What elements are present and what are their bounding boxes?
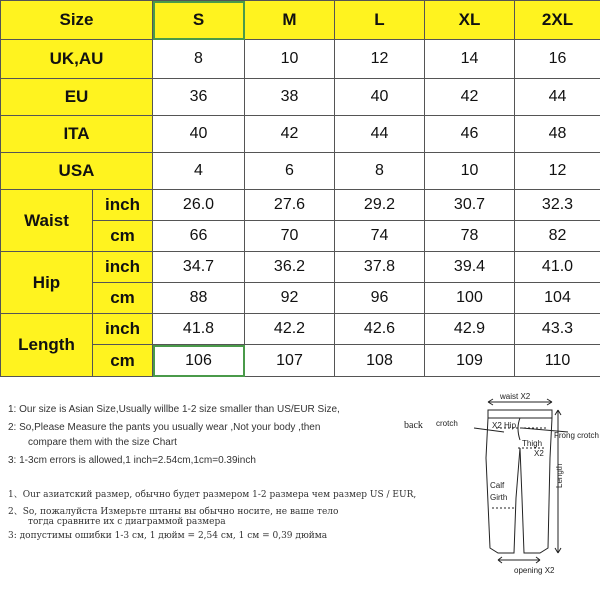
hip-label: X2 Hip [492, 421, 517, 430]
uk-au-row [1, 40, 600, 79]
row-label: EU [1, 79, 153, 116]
length-inch-row [1, 314, 600, 345]
table-cell[interactable]: 78 [425, 221, 515, 252]
table-cell[interactable]: 88 [153, 283, 245, 314]
row-label: UK,AU [1, 40, 153, 79]
hip-label: Hip [1, 252, 93, 314]
unit-cm-label: cm [93, 221, 153, 252]
girth-label: Girth [490, 493, 508, 502]
length-label: Length [555, 463, 564, 488]
table-cell[interactable]: 42 [245, 116, 335, 153]
table-cell[interactable]: 10 [425, 153, 515, 190]
crotch-label: crotch [436, 419, 458, 428]
table-cell[interactable]: 42.2 [245, 314, 335, 345]
unit-cm-label: cm [93, 345, 153, 377]
table-cell[interactable]: 110 [515, 345, 600, 377]
pants-measurement-diagram [400, 388, 600, 598]
unit-inch-label: inch [93, 190, 153, 221]
note-ru-1: 1、Our азиатский размер, обычно будет размером 1-2 размера чем размер US / EUR, [8, 490, 417, 500]
row-label: ITA [1, 116, 153, 153]
table-cell[interactable]: 36 [153, 79, 245, 116]
table-cell[interactable]: 40 [335, 79, 425, 116]
note-ru-2: 2、So, пожалуйста Измерьте штаны вы обычно носите, не ваше тело [8, 507, 339, 517]
note-en-3: 3: 1-3cm errors is allowed,1 inch=2.54cm,1cm=0.39inch [8, 455, 256, 466]
pants-waistband-shape [488, 410, 552, 418]
table-cell[interactable]: 16 [515, 40, 600, 79]
table-cell[interactable]: 37.8 [335, 252, 425, 283]
table-cell[interactable]: 41.0 [515, 252, 600, 283]
table-cell[interactable]: 12 [515, 153, 600, 190]
table-cell[interactable]: 74 [335, 221, 425, 252]
crotch-curve [518, 418, 520, 440]
note-ru-3: 3: допустимы ошибки 1-3 см, 1 дюйм = 2,54 см, 1 см = 0,39 дюйма [8, 531, 328, 541]
table-cell[interactable]: 96 [335, 283, 425, 314]
waist-label: waist X2 [500, 392, 531, 401]
table-cell[interactable]: 42.6 [335, 314, 425, 345]
note-ru-2b: тогда сравните их с диаграммой размера [28, 517, 226, 527]
table-cell[interactable]: 104 [515, 283, 600, 314]
table-cell[interactable]: 40 [153, 116, 245, 153]
table-cell[interactable]: 44 [335, 116, 425, 153]
table-cell[interactable]: 4 [153, 153, 245, 190]
table-cell[interactable]: 41.8 [153, 314, 245, 345]
table-cell[interactable]: 36.2 [245, 252, 335, 283]
front-crotch-label: Frong crotch [554, 431, 599, 440]
table-cell[interactable]: 82 [515, 221, 600, 252]
table-cell[interactable]: 46 [425, 116, 515, 153]
thigh-label: Thigh [522, 439, 543, 448]
table-cell[interactable]: 100 [425, 283, 515, 314]
opening-arrow [498, 557, 540, 563]
size-col-l[interactable]: L [335, 1, 425, 40]
table-cell[interactable]: 30.7 [425, 190, 515, 221]
table-cell[interactable]: 44 [515, 79, 600, 116]
note-en-2: 2: So,Please Measure the pants you usually wear ,Not your body ,then [8, 422, 321, 433]
table-cell[interactable]: 34.7 [153, 252, 245, 283]
table-cell[interactable]: 14 [425, 40, 515, 79]
ita-row [1, 116, 600, 153]
waist-label: Waist [1, 190, 93, 252]
table-cell[interactable]: 38 [245, 79, 335, 116]
table-cell[interactable]: 109 [425, 345, 515, 377]
table-cell[interactable]: 108 [335, 345, 425, 377]
calf-label: Calf [490, 481, 505, 490]
table-cell[interactable]: 42 [425, 79, 515, 116]
opening-label: opening X2 [514, 566, 555, 575]
table-cell[interactable]: 12 [335, 40, 425, 79]
table-cell[interactable]: 27.6 [245, 190, 335, 221]
table-cell[interactable]: 8 [335, 153, 425, 190]
unit-cm-label: cm [93, 283, 153, 314]
table-cell[interactable]: 8 [153, 40, 245, 79]
size-label-cell: Size [1, 1, 153, 40]
size-col-2xl[interactable]: 2XL [515, 1, 600, 40]
note-en-1: 1: Our size is Asian Size,Usually willbe 1-2 size smaller than US/EUR Size, [8, 404, 340, 415]
size-col-xl[interactable]: XL [425, 1, 515, 40]
eu-row [1, 79, 600, 116]
table-cell[interactable]: 39.4 [425, 252, 515, 283]
table-cell[interactable]: 6 [245, 153, 335, 190]
table-cell[interactable]: 70 [245, 221, 335, 252]
table-cell[interactable]: 42.9 [425, 314, 515, 345]
table-cell[interactable]: 48 [515, 116, 600, 153]
hip-inch-row [1, 252, 600, 283]
unit-inch-label: inch [93, 314, 153, 345]
thigh-x2-label: X2 [534, 449, 544, 458]
table-cell[interactable]: 29.2 [335, 190, 425, 221]
table-cell[interactable]: 92 [245, 283, 335, 314]
table-cell-selected[interactable]: 106 [153, 345, 245, 377]
table-cell[interactable]: 26.0 [153, 190, 245, 221]
note-en-2b: compare them with the size Chart [28, 437, 177, 448]
unit-inch-label: inch [93, 252, 153, 283]
usa-row [1, 153, 600, 190]
size-header-row [1, 1, 600, 40]
back-label: back [404, 420, 423, 431]
table-cell[interactable]: 43.3 [515, 314, 600, 345]
row-label: USA [1, 153, 153, 190]
length-label: Length [1, 314, 93, 377]
waist-inch-row [1, 190, 600, 221]
table-cell[interactable]: 66 [153, 221, 245, 252]
size-col-m[interactable]: M [245, 1, 335, 40]
table-cell[interactable]: 32.3 [515, 190, 600, 221]
table-cell[interactable]: 10 [245, 40, 335, 79]
size-col-s[interactable]: S [153, 1, 245, 40]
table-cell[interactable]: 107 [245, 345, 335, 377]
